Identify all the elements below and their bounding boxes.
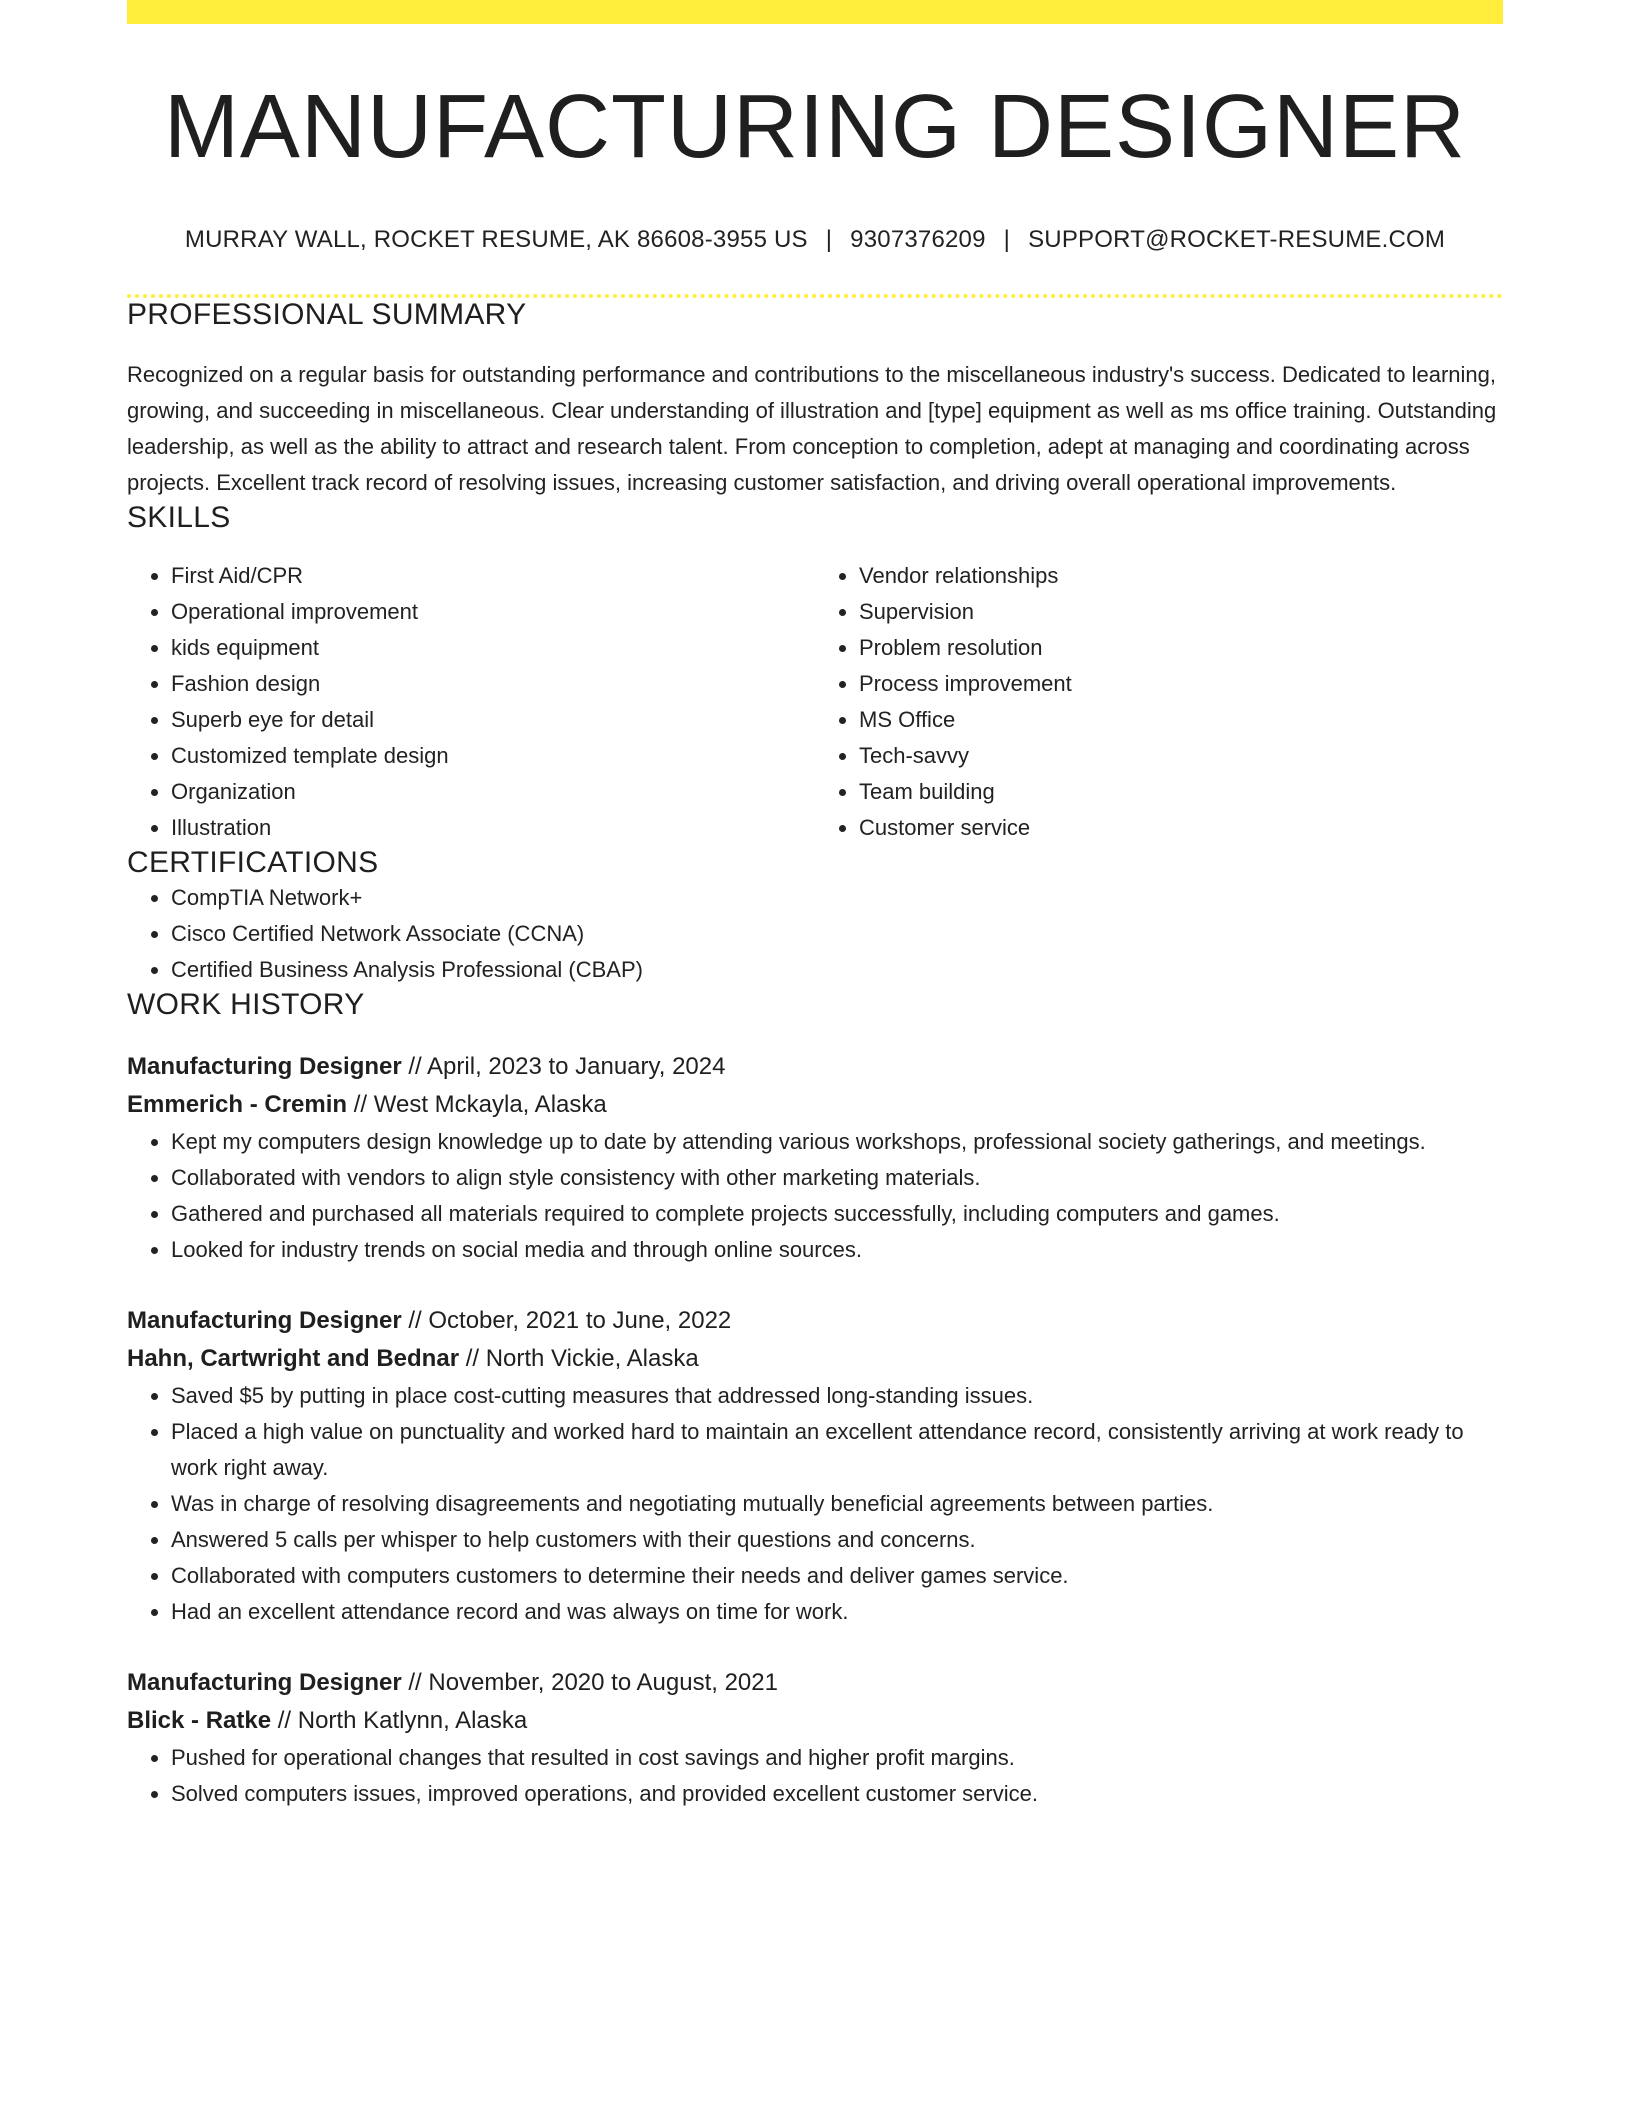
job-location: // North Katlynn, Alaska [271,1706,528,1734]
job-bullet: • Saved $5 by putting in place cost-cutting measures that addressed long-standing issues. [171,1378,1503,1414]
job-bullet: • Kept my computers design knowledge up to date by attending various workshops, professional society gatherings, and meetings. [171,1124,1503,1160]
job-title-line [127,1302,1503,1340]
job-bullet: • Was in charge of resolving disagreements and negotiating mutually beneficial agreements between parties. [171,1486,1503,1522]
skill-item: • Superb eye for detail [171,702,815,738]
job-bullet: • Collaborated with vendors to align style consistency with other marketing materials. [171,1160,1503,1196]
accent-bar [127,0,1503,24]
job-bullets [127,1378,1503,1630]
skill-item: • Tech-savvy [859,738,1503,774]
job-company: Hahn, Cartwright and Bednar [127,1344,460,1372]
skill-item: • Problem resolution [859,630,1503,666]
job-bullet: • Answered 5 calls per whisper to help customers with their questions and concerns. [171,1522,1503,1558]
job-company-line [127,1340,1503,1378]
skill-item: • Operational improvement [171,594,815,630]
job-bullet: • Pushed for operational changes that resulted in cost savings and higher profit margins. [171,1740,1503,1776]
job-entry [127,1048,1503,1268]
job-role: Manufacturing Designer [127,1306,402,1334]
skill-item: • Organization [171,774,815,810]
job-bullet: • Had an excellent attendance record and was always on time for work. [171,1594,1503,1630]
job-entry [127,1664,1503,1812]
job-company-line [127,1086,1503,1124]
resume-page [127,0,1503,1812]
job-title-line [127,1048,1503,1086]
contact-separator: | [825,225,833,253]
resume-title: MANUFACTURING DESIGNER [163,77,1467,177]
certification-item: • Certified Business Analysis Professional (CBAP) [171,952,1503,988]
job-role: Manufacturing Designer [127,1668,402,1696]
contact-line [127,226,1503,254]
job-location: // North Vickie, Alaska [459,1344,699,1372]
job-location: // West Mckayla, Alaska [347,1090,607,1118]
contact-phone: 9307376209 [850,225,986,253]
job-bullet: • Placed a high value on punctuality and worked hard to maintain an excellent attendance record, consistently arriving at work ready to work right away. [171,1414,1503,1486]
contact-email: SUPPORT@ROCKET-RESUME.COM [1028,225,1446,253]
job-bullet: • Collaborated with computers customers to determine their needs and deliver games service. [171,1558,1503,1594]
skill-item: • Process improvement [859,666,1503,702]
work-history-heading: WORK HISTORY [127,987,365,1021]
job-bullet: • Solved computers issues, improved operations, and provided excellent customer service. [171,1776,1503,1812]
skills-heading: SKILLS [127,500,231,534]
skills-right-list [815,558,1503,846]
skills-left-list [127,558,815,846]
skill-item: • kids equipment [171,630,815,666]
summary-text: Recognized on a regular basis for outstanding performance and contributions to the miscellaneous industry's success. Dedicated to learning, growing, and succeeding in miscellaneous. Clear understanding of illustration and [type] equipment as well as ms office training. Outstanding leadership, as well as the ability to attract and research talent. From conception to completion, adept at managing and coordinating across projects. Excellent track record of resolving issues, increasing customer satisfaction, and driving overall operational improvements. [127,361,1497,495]
skill-item: • Fashion design [171,666,815,702]
certifications-list [127,880,1503,988]
job-company: Blick - Ratke [127,1706,272,1734]
skill-item: • MS Office [859,702,1503,738]
job-dates: // April, 2023 to January, 2024 [401,1052,726,1080]
skill-item: • Vendor relationships [859,558,1503,594]
job-bullets [127,1740,1503,1812]
job-dates: // November, 2020 to August, 2021 [401,1668,778,1696]
job-bullets [127,1124,1503,1268]
skill-item: • First Aid/CPR [171,558,815,594]
skill-item: • Illustration [171,810,815,846]
skill-item: • Customized template design [171,738,815,774]
certifications-heading: CERTIFICATIONS [127,845,379,879]
job-company: Emmerich - Cremin [127,1090,348,1118]
job-bullet: • Gathered and purchased all materials required to complete projects successfully, including computers and games. [171,1196,1503,1232]
job-company-line [127,1702,1503,1740]
skill-item: • Supervision [859,594,1503,630]
job-dates: // October, 2021 to June, 2022 [401,1306,732,1334]
contact-address: MURRAY WALL, ROCKET RESUME, AK 86608-3955 US [184,225,808,253]
certification-item: • Cisco Certified Network Associate (CCNA) [171,916,1503,952]
certification-item: • CompTIA Network+ [171,880,1503,916]
job-bullet: • Looked for industry trends on social media and through online sources. [171,1232,1503,1268]
job-role: Manufacturing Designer [127,1052,402,1080]
summary-heading: PROFESSIONAL SUMMARY [127,297,527,331]
skills-grid [127,558,1503,846]
skill-item: • Customer service [859,810,1503,846]
job-entry [127,1302,1503,1630]
skill-item: • Team building [859,774,1503,810]
job-title-line [127,1664,1503,1702]
contact-separator: | [1003,225,1011,253]
